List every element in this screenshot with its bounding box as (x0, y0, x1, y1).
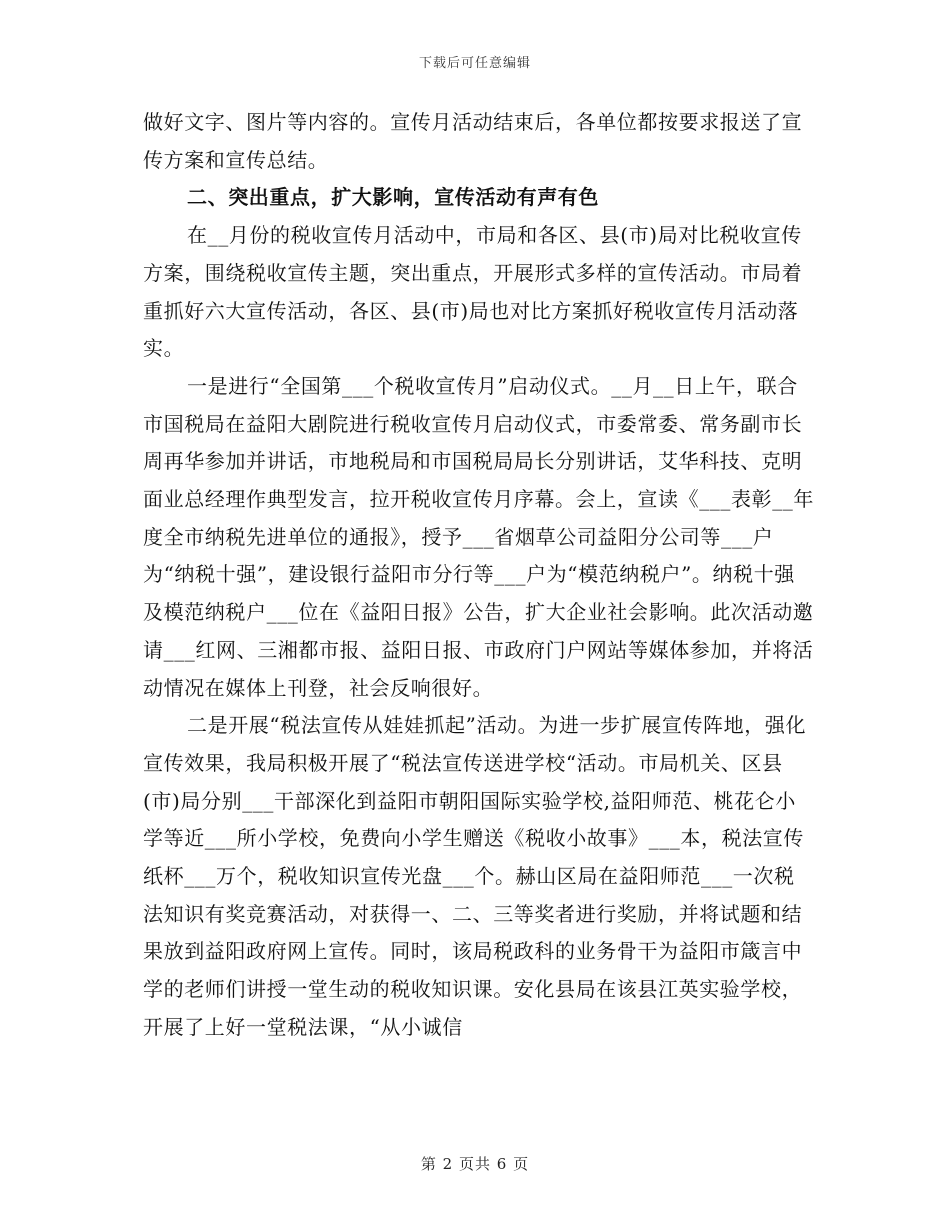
section-heading: 二、突出重点，扩大影响，宣传活动有声有色 (187, 185, 599, 210)
page-header: 下载后可任意编辑 (418, 56, 531, 71)
document-body (143, 104, 815, 1047)
paragraph: 二是开展“税法宣传从娃娃抓起”活动。为进一步扩展宣传阵地，强化宣传效果，我局积极开展了“税法宣传送进学校“活动。市局机关、区县(市)局分别___干部深化到益阳市朝阳国际实验学校,益阳师范、桃花仑小学等近___所小学校，免费向小学生赠送《税收小故事》___本，税法宣传纸杯___万个，税收知识宣传光盘___个。赫山区局在益阳师范___一次税法知识有奖竞赛活动，对获得一、二、三等奖者进行奖励，并将试题和结果放到益阳政府网上宣传。同时，该局税政科的业务骨干为益阳市箴言中学的老师们讲授一堂生动的税收知识课。安化县局在该县江英实验学校，开展了上好一堂税法课，“从小诚信 (143, 713, 807, 1039)
page-number: 第 2 页共 6 页 (420, 1155, 530, 1173)
paragraph: 一是进行“全国第___个税收宣传月”启动仪式。__月__日上午，联合市国税局在益阳大剧院进行税收宣传月启动仪式，市委常委、常务副市长周再华参加并讲话，市地税局和市国税局局长分别讲话，艾华科技、克明面业总经理作典型发言，拉开税收宣传月序幕。会上，宣读《___表彰__年度全市纳税先进单位的通报》，授予___省烟草公司益阳分公司等___户为“纳税十强”，建设银行益阳市分行等___户为“模范纳税户”。纳税十强及模范纳税户___位在《益阳日报》公告，扩大企业社会影响。此次活动邀请___红网、三湘都市报、益阳日报、市政府门户网站等媒体参加，并将活动情况在媒体上刊登，社会反响很好。 (143, 373, 814, 700)
paragraph: 在__月份的税收宣传月活动中，市局和各区、县(市)局对比税收宣传方案，围绕税收宣传主题，突出重点，开展形式多样的宣传活动。市局着重抓好六大宣传活动，各区、县(市)局也对比方案抓好税收宣传月活动落实。 (143, 223, 803, 361)
paragraph-continuation: 做好文字、图片等内容的。宣传月活动结束后，各单位都按要求报送了宣传方案和宣传总结。 (143, 110, 803, 172)
